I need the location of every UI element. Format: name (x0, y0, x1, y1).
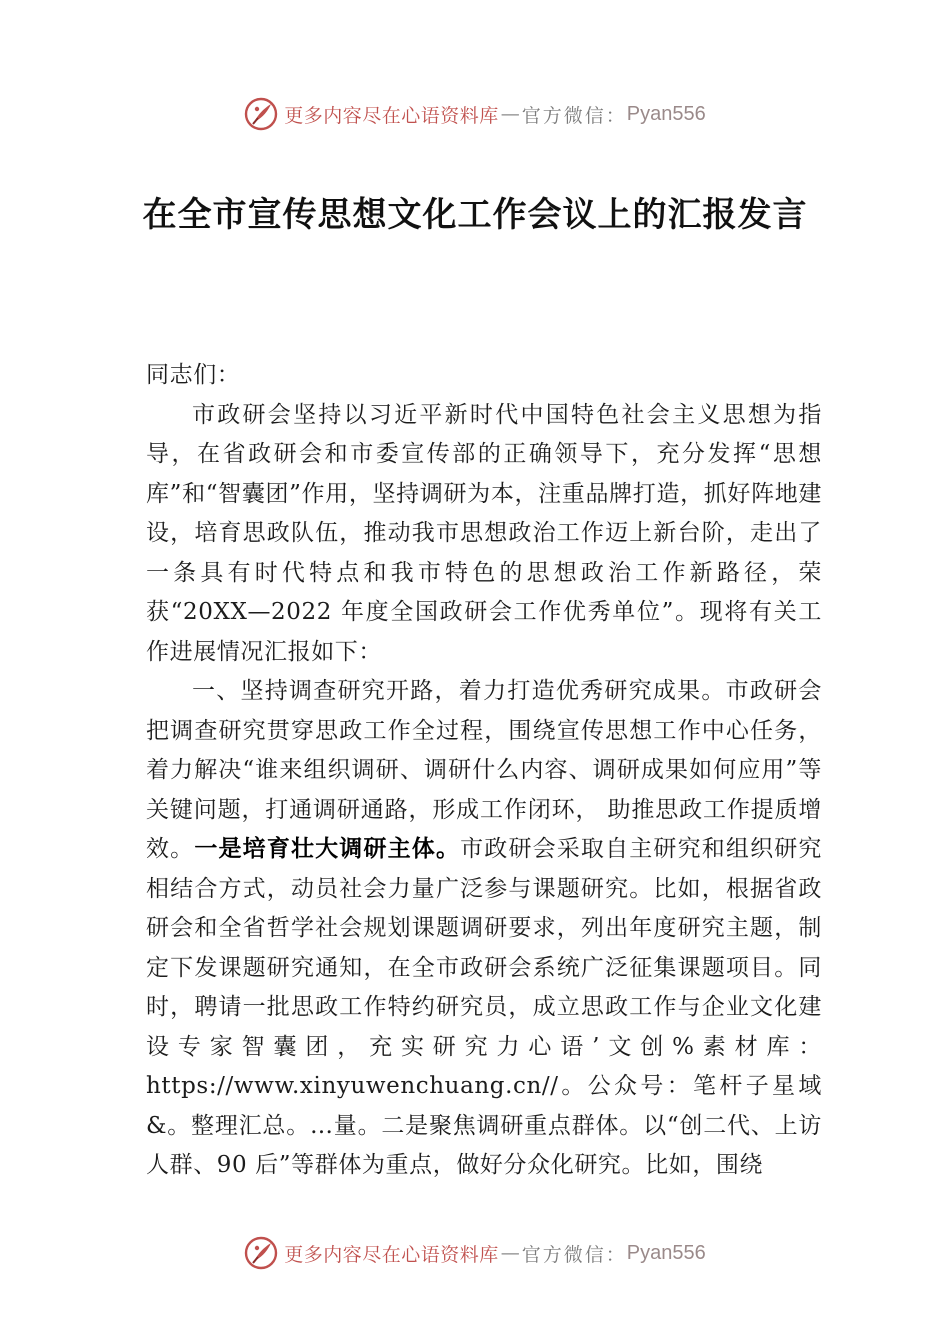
section-1-paragraph (146, 672, 822, 1186)
section-1-bold-heading: 一是培育壮大调研主体。 (194, 836, 461, 862)
watermark-dash: — (500, 1242, 520, 1264)
watermark-banner-top (0, 94, 950, 134)
watermark-wechat-label: 官方微信： (521, 1243, 627, 1266)
watermark-account: Pyan556 (626, 102, 706, 125)
watermark-slogan: 更多内容尽在心语资料库 (284, 1243, 499, 1266)
intro-paragraph: 市政研会坚持以习近平新时代中国特色社会主义思想为指导，在省政研会和市委宣传部的正确领导下，充分发挥“思想库”和“智囊团”作用，坚持调研为本，注重品牌打造，抓好阵地建设，培育思政队伍，推动我市思想政治工作迈上新台阶，走出了一条具有时代特点和我市特色的思想政治工作新路径，荣获“20XX—2022 年度全国政研会工作优秀单位”。现将有关工作进展情况汇报如下： (146, 401, 822, 665)
document-body (146, 356, 822, 1186)
watermark-wechat-label: 官方微信： (521, 104, 627, 127)
document-title: 在全市宣传思想文化工作会议上的汇报发言 (142, 195, 808, 235)
quill-pen-logo-icon (244, 1236, 278, 1270)
quill-pen-logo-icon (244, 97, 278, 131)
watermark-account: Pyan556 (626, 1241, 706, 1264)
watermark-slogan: 更多内容尽在心语资料库 (284, 104, 499, 127)
watermark-dash: — (500, 103, 520, 125)
section-1-rest: 市政研会采取自主研究和组织研究相结合方式，动员社会力量广泛参与课题研究。比如，根据省政研会和全省哲学社会规划课题调研要求，列出年度研究主题，制定下发课题研究通知，在全市政研会系统广泛征集课题项目。同时，聘请一批思政工作特约研究员，成立思政工作与企业文化建设专家智囊团，充实研究力心语’文创%素材库：https://www.xinyuwenchuang.cn//。公众号：笔杆子星域&。整理汇总。…量。二是聚焦调研重点群体。以“创二代、上访人群、90 后”等群体为重点，做好分众化研究。比如，围绕 (146, 836, 822, 1178)
watermark-banner-bottom (0, 1233, 950, 1273)
section-1-lead: 一、坚持调查研究开路，着力打造优秀研究成果。市政研会把调查研究贯穿思政工作全过程，围绕宣传思想工作中心任务，着力解决“谁来组织调研、调研什么内容、调研成果如何应用”等关键问题，打通调研通路，形成工作闭环， 助推思政工作提质增效。 (146, 678, 822, 862)
salutation: 同志们： (146, 362, 241, 388)
